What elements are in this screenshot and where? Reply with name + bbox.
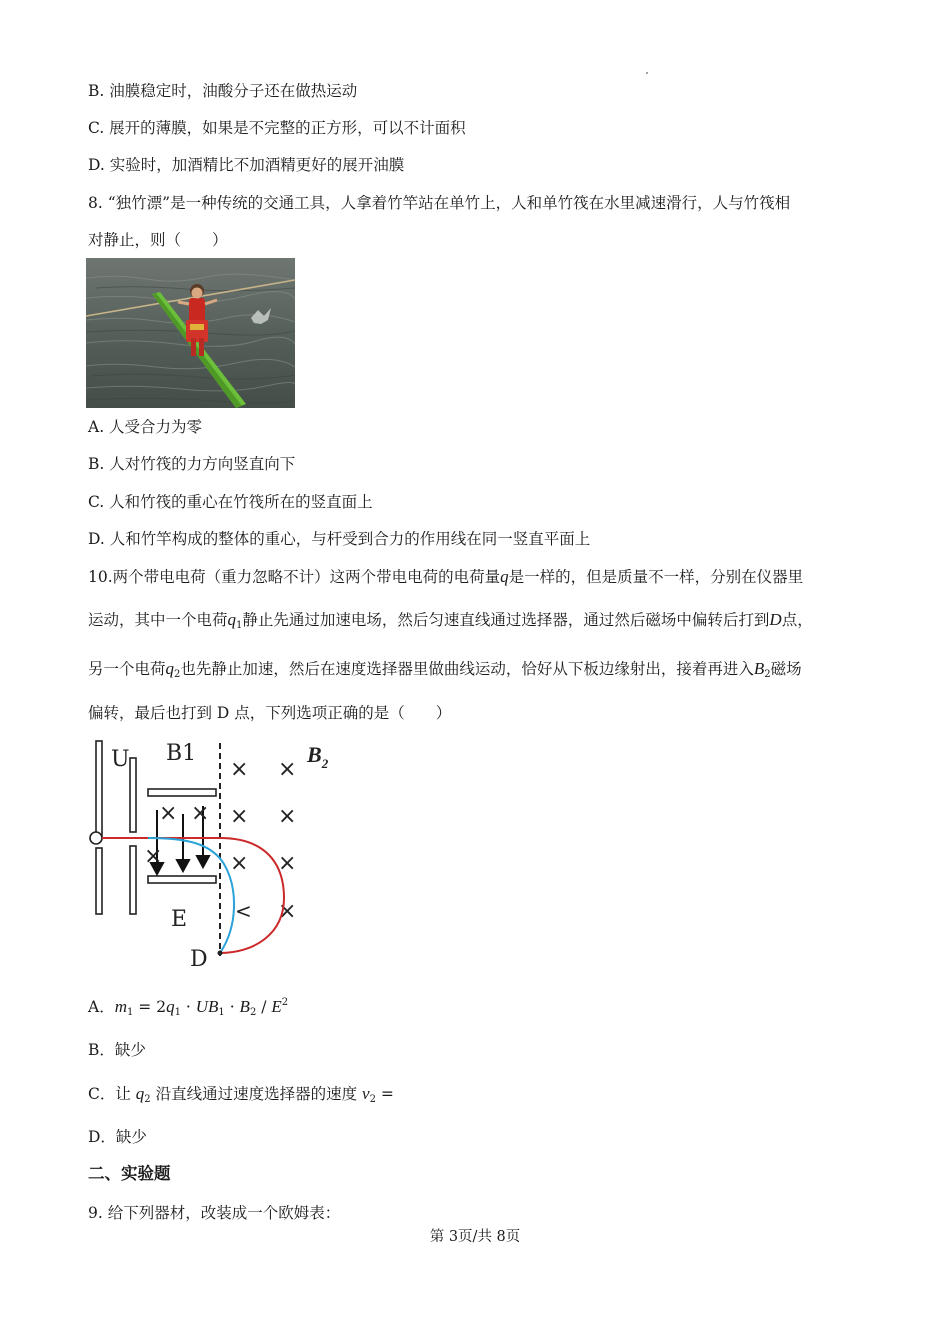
q8-option-a: A. 人受合力为零 — [88, 418, 203, 436]
svg-text:×: × — [278, 851, 297, 876]
speck-mark — [646, 72, 648, 74]
plate-left-lower — [96, 848, 102, 914]
svg-text:×: × — [191, 801, 210, 826]
q10-stem-line1: 10.两个带电电荷（重力忽略不计）这两个带电电荷的电荷量q是一样的，但是质量不一样，分别在仪器里 — [88, 567, 804, 586]
q10-stem-line3: 另一个电荷$q_2$也先静止加速，然后在速度选择器里做曲线运动，恰好从下板边缘射出，接着再进入$B_2$磁场 — [88, 659, 802, 680]
q8-option-c: C. 人和竹筏的重心在竹筏所在的竖直面上 — [88, 493, 373, 511]
label-b1: B1 — [166, 741, 197, 766]
svg-text:×: × — [159, 801, 178, 826]
q7-option-b: B. 油膜稳定时，油酸分子还在做热运动 — [88, 82, 358, 100]
q7-option-c: C. 展开的薄膜，如果是不完整的正方形，可以不计面积 — [88, 119, 466, 137]
var-q2: q — [165, 659, 175, 678]
q8-option-d: D. 人和竹竿构成的整体的重心，与杆受到合力的作用线在同一竖直平面上 — [88, 530, 591, 548]
point-d — [218, 951, 223, 956]
var-q1: q — [227, 610, 237, 629]
plate-right-lower — [130, 846, 136, 914]
q10-stem-line4: 偏转，最后也打到 D 点，下列选项正确的是（ ） — [88, 704, 452, 722]
q10-option-d: D．缺少 — [88, 1128, 147, 1146]
plate-left-upper — [96, 741, 102, 836]
q8-stem-line2: 对静止，则（ ） — [88, 231, 228, 249]
q10-option-b: B．缺少 — [88, 1041, 146, 1059]
q9-stem: 9. 给下列器材，改装成一个欧姆表： — [88, 1204, 341, 1222]
q10-option-a: A．$m_1 = 2q_1 \cdot UB_1 \cdot B_2 / E^2$ — [88, 997, 289, 1018]
selector-plate-top — [148, 789, 216, 796]
var-q: q — [500, 567, 509, 586]
q10-stem-line2: 运动，其中一个电荷$q_1$静止先通过加速电场，然后匀速直线通过选择器，通过然后磁场中偏转后打到D点， — [88, 610, 813, 631]
label-e: E — [171, 907, 188, 932]
svg-text:×: × — [230, 804, 249, 829]
var-d: D — [769, 610, 782, 629]
section-heading: 二、实验题 — [88, 1164, 171, 1183]
label-d: D — [190, 947, 208, 970]
selector-plate-bottom — [148, 876, 216, 883]
q8-option-b: B. 人对竹筏的力方向竖直向下 — [88, 455, 296, 473]
svg-text:<: < — [235, 899, 252, 923]
svg-text:×: × — [278, 757, 297, 782]
q7-option-d: D. 实验时，加酒精比不加酒精更好的展开油膜 — [88, 156, 405, 174]
plate-right-upper — [130, 758, 136, 832]
mass-spectrometer-diagram — [86, 738, 336, 970]
svg-text:×: × — [278, 899, 297, 924]
source-point — [90, 832, 102, 844]
label-b2: $B_2$ — [307, 742, 329, 771]
bamboo-rafting-photo — [86, 258, 295, 408]
svg-text:×: × — [144, 844, 163, 869]
q8-stem-line1: 8. “独竹漂”是一种传统的交通工具，人拿着竹竿站在单竹上，人和单竹筏在水里减速滑行，人与竹筏相 — [88, 194, 791, 212]
q10-option-c: C．让 $q_2$ 沿直线通过速度选择器的速度 $v_2$ = — [88, 1084, 394, 1105]
svg-text:×: × — [230, 757, 249, 782]
svg-text:×: × — [278, 804, 297, 829]
label-u: U — [111, 747, 130, 772]
page-footer: 第 3页/共 8页 — [429, 1229, 521, 1245]
var-b2: B — [753, 659, 765, 678]
svg-text:×: × — [230, 851, 249, 876]
